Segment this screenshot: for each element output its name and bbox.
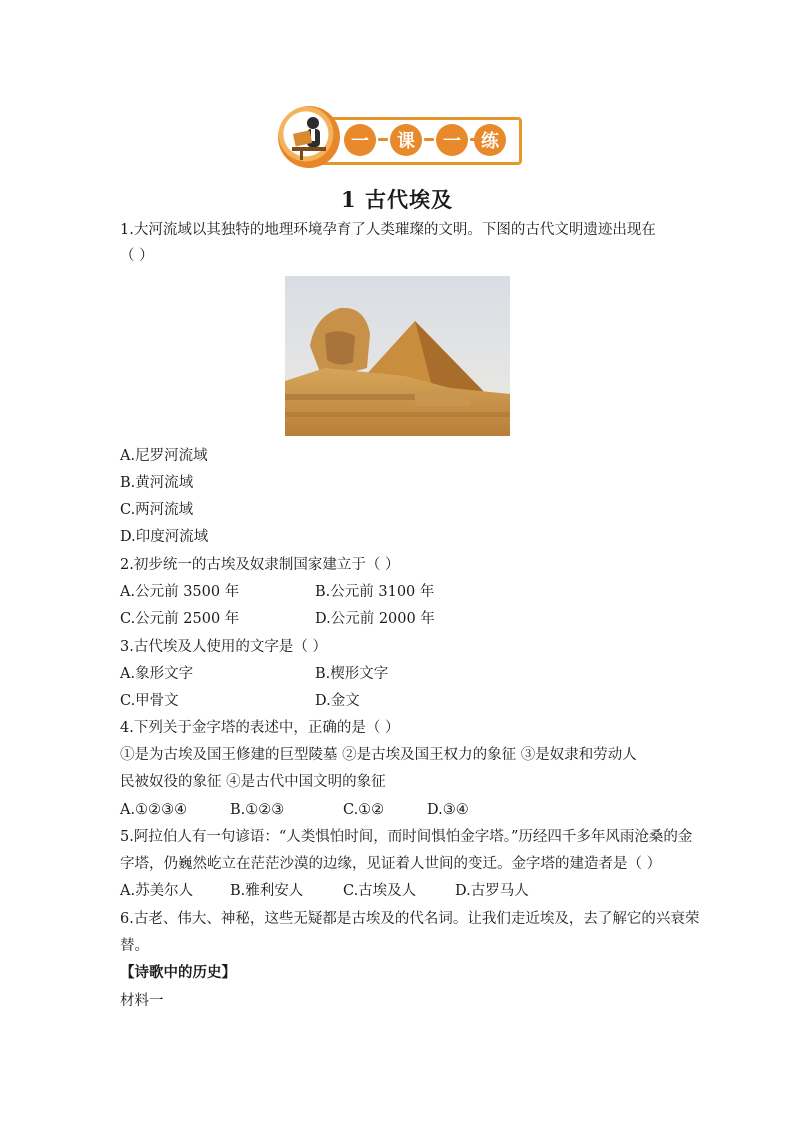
q5-stem-line1: 5.阿拉伯人有一句谚语：“人类惧怕时间，而时间惧怕金字塔。”历经四千多年风雨沧桑的金 <box>120 829 693 845</box>
q1-option-b: B.黄河流域 <box>120 475 194 491</box>
q4-statements-line2: 民被奴役的象征 ④是古代中国文明的象征 <box>120 774 386 790</box>
q3-option-a: A.象形文字 <box>120 666 194 682</box>
q2-option-b: B.公元前 3100 年 <box>315 584 435 600</box>
q3-option-c: C.甲骨文 <box>120 693 179 709</box>
q4-statements-line1: ①是为古埃及国王修建的巨型陵墓 ②是古埃及国王权力的象征 ③是奴隶和劳动人 <box>120 747 637 763</box>
q5-option-c: C.古埃及人 <box>343 883 417 899</box>
sphinx-pyramid-photo <box>285 276 510 436</box>
q5-option-d: D.古罗马人 <box>455 883 529 899</box>
q1-stem: 1.大河流域以其独特的地理环境孕育了人类璀璨的文明。下图的古代文明遗迹出现在 <box>120 222 656 238</box>
q2-option-a: A.公元前 3500 年 <box>120 584 240 600</box>
q2-option-d: D.公元前 2000 年 <box>315 611 435 627</box>
material-label: 材料一 <box>120 993 164 1009</box>
q4-option-c: C.①② <box>343 802 385 818</box>
q2-stem: 2.初步统一的古埃及奴隶制国家建立于（ ） <box>120 557 400 573</box>
section-heading: 【诗歌中的历史】 <box>120 964 236 981</box>
q6-stem-line1: 6.古老、伟大、神秘，这些无疑都是古埃及的代名词。让我们走近埃及，去了解它的兴衰荣 <box>120 911 700 927</box>
q5-stem-line2: 字塔，仍巍然屹立在茫茫沙漠的边缘，见证着人世间的变迁。金字塔的建造者是（ ） <box>120 856 662 872</box>
q5-option-b: B.雅利安人 <box>230 883 304 899</box>
q4-option-b: B.①②③ <box>230 802 285 818</box>
banner-dash <box>378 138 388 141</box>
q2-option-c: C.公元前 2500 年 <box>120 611 240 627</box>
q4-option-d: D.③④ <box>427 802 469 818</box>
q3-option-d: D.金文 <box>315 693 360 709</box>
banner-char-1: 一 <box>344 124 376 156</box>
q1-answer-blank: （ ） <box>120 248 154 264</box>
banner-char-4: 练 <box>474 124 506 156</box>
banner-dash <box>424 138 434 141</box>
banner-char-3: 一 <box>436 124 468 156</box>
lesson-title: 1 古代埃及 <box>341 187 453 212</box>
q1-option-a: A.尼罗河流域 <box>120 448 208 464</box>
q1-option-c: C.两河流域 <box>120 502 194 518</box>
reading-student-icon <box>280 110 338 166</box>
q6-stem-line2: 替。 <box>120 938 149 954</box>
q3-stem: 3.古代埃及人使用的文字是（ ） <box>120 639 327 655</box>
lesson-banner <box>278 106 520 168</box>
q4-stem: 4.下列关于金字塔的表述中，正确的是（ ） <box>120 720 400 736</box>
q5-option-a: A.苏美尔人 <box>120 883 194 899</box>
q3-option-b: B.楔形文字 <box>315 666 389 682</box>
q1-option-d: D.印度河流域 <box>120 529 209 545</box>
q4-option-a: A.①②③④ <box>120 802 188 818</box>
banner-char-2: 课 <box>390 124 422 156</box>
